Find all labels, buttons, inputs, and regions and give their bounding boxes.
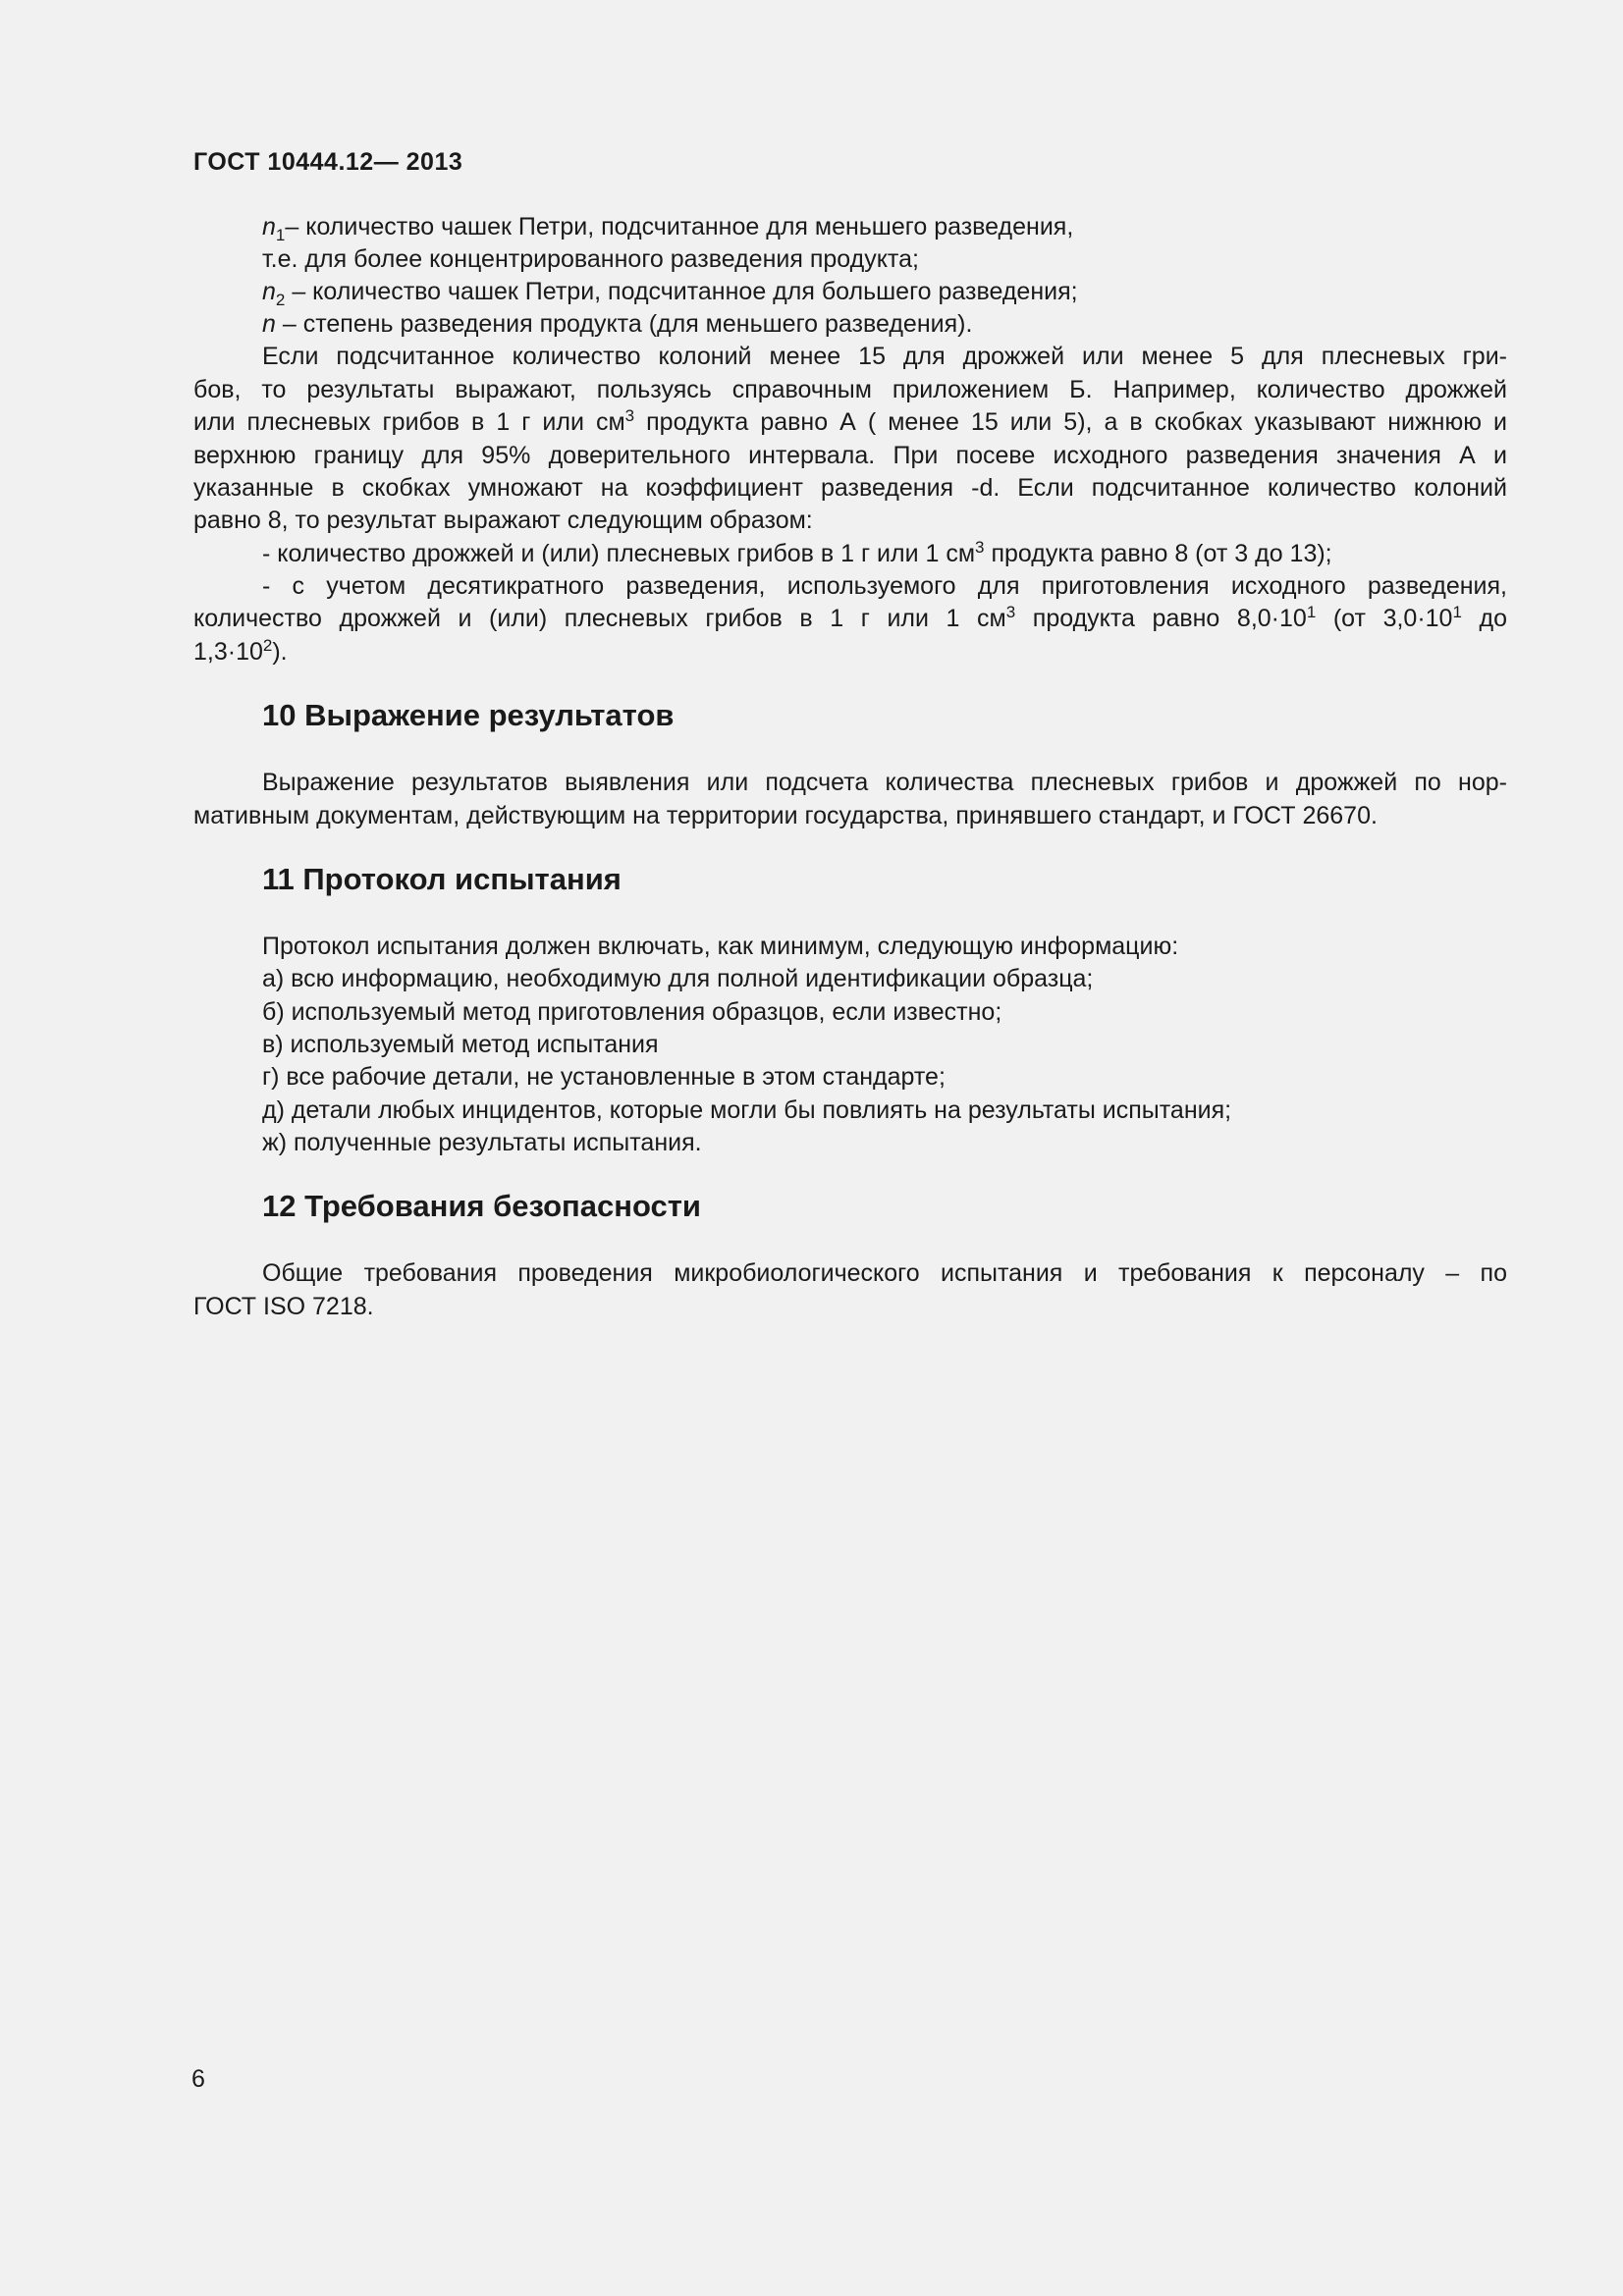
section-10-heading: 10 Выражение результатов <box>262 698 675 732</box>
list-item: б) используемый метод приготовления образцов, если известно; <box>262 998 1002 1026</box>
def-n2: $n_2$ – количество чашек Петри, подсчитанное для большего разведения; <box>262 278 1078 309</box>
bullet-line: количество дрожжей и (или) плесневых грибов в 1 г или 1 $см^3$ продукта равно $8,0\cdot 10^1$ (от $3,0\cdot 10^1$ до <box>193 603 1508 632</box>
bullet-line: - количество дрожжей и (или) плесневых грибов в 1 г или 1 $см^3$ продукта равно 8 (от 3 до 13); <box>262 538 1332 567</box>
section-12-text: Общие требования проведения микробиологического испытания и требования к персоналу – по <box>262 1259 1507 1287</box>
list-item: а) всю информацию, необходимую для полной идентификации образца; <box>262 965 1094 992</box>
list-item: ж) полученные результаты испытания. <box>262 1129 702 1156</box>
para-line: указанные в скобках умножают на коэффициент разведения -d. Если подсчитанное количество колоний <box>193 474 1507 502</box>
list-item: д) детали любых инцидентов, которые могли бы повлиять на результаты испытания; <box>262 1096 1232 1124</box>
page-number: 6 <box>191 2065 205 2093</box>
list-item: в) используемый метод испытания <box>262 1031 659 1058</box>
para-line: или плесневых грибов в 1 г или $см^3$ продукта равно А ( менее 15 или 5), а в скобках указывают нижнюю и <box>193 406 1507 436</box>
section-11-intro: Протокол испытания должен включать, как минимум, следующую информацию: <box>262 933 1179 960</box>
section-10-text: Выражение результатов выявления или подсчета количества плесневых грибов и дрожжей по нор- <box>262 769 1507 796</box>
section-10-text: мативным документам, действующим на территории государства, принявшего стандарт, и ГОСТ 26670. <box>193 802 1378 829</box>
bullet-line: - с учетом десятикратного разведения, используемого для приготовления исходного разведения, <box>262 572 1507 600</box>
para-line: верхнюю границу для 95% доверительного интервала. При посеве исходного разведения значения А и <box>193 442 1507 469</box>
para-line: Если подсчитанное количество колоний менее 15 для дрожжей или менее 5 для плесневых гри- <box>262 343 1507 370</box>
list-item: г) все рабочие детали, не установленные в этом стандарте; <box>262 1063 946 1091</box>
bullet-line: $1,3\cdot 10^2$). <box>193 636 288 666</box>
def-n: n – степень разведения продукта (для меньшего разведения). <box>262 310 973 338</box>
section-11-heading: 11 Протокол испытания <box>262 862 622 896</box>
section-12-text: ГОСТ ISO 7218. <box>193 1293 374 1320</box>
def-te: т.е. для более концентрированного разведения продукта; <box>262 245 919 273</box>
def-n1: $n_1-$ количество чашек Петри, подсчитанное для меньшего разведения, <box>262 213 1074 244</box>
para-line: бов, то результаты выражают, пользуясь справочным приложением Б. Например, количество дрожжей <box>193 376 1507 403</box>
document-header: ГОСТ 10444.12— 2013 <box>193 148 463 176</box>
section-12-heading: 12 Требования безопасности <box>262 1189 701 1223</box>
para-line: равно 8, то результат выражают следующим образом: <box>193 507 813 534</box>
